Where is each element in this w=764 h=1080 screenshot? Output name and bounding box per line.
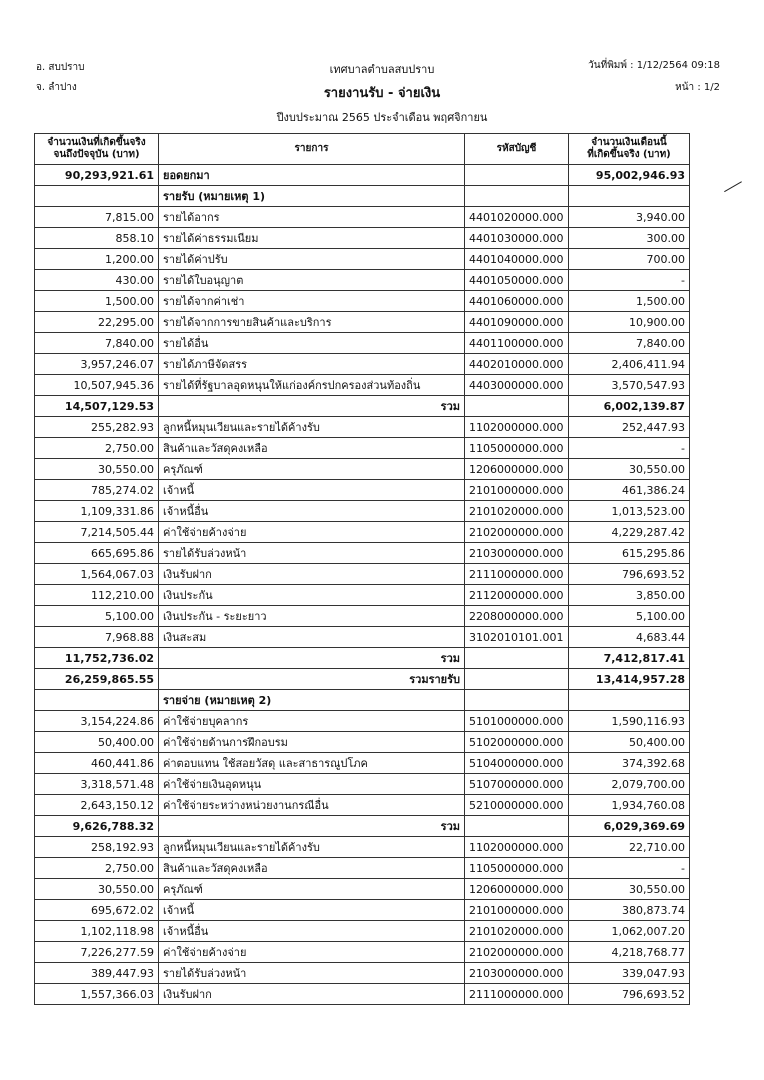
table-row — [35, 669, 690, 690]
col-header-month — [569, 134, 690, 165]
cell-actual-amount: 1,200.00 — [35, 249, 159, 270]
cell-month-amount: 3,940.00 — [569, 207, 690, 228]
table-row — [35, 753, 690, 774]
cell-actual-amount: 11,752,736.02 — [35, 648, 159, 669]
cell-month-amount: 22,710.00 — [569, 837, 690, 858]
table-header — [35, 134, 690, 165]
cell-month-amount: - — [569, 438, 690, 459]
cell-account-code: 2102000000.000 — [465, 522, 569, 543]
cell-actual-amount: 7,968.88 — [35, 627, 159, 648]
cell-month-amount: 6,002,139.87 — [569, 396, 690, 417]
cell-item: เจ้าหนี้ — [159, 900, 465, 921]
cell-item: เจ้าหนี้อื่น — [159, 921, 465, 942]
table-row — [35, 879, 690, 900]
district-label: อ. สบปราบ — [36, 62, 85, 73]
cell-item: รายได้ค่าธรรมเนียม — [159, 228, 465, 249]
cell-actual-amount: 389,447.93 — [35, 963, 159, 984]
cell-item: สินค้าและวัสดุคงเหลือ — [159, 858, 465, 879]
cell-item: ค่าตอบแทน ใช้สอยวัสดุ และสาธารณูปโภค — [159, 753, 465, 774]
table-row — [35, 732, 690, 753]
cell-month-amount: 30,550.00 — [569, 879, 690, 900]
cell-account-code: 1206000000.000 — [465, 879, 569, 900]
cell-actual-amount: 7,214,505.44 — [35, 522, 159, 543]
cell-actual-amount: 3,957,246.07 — [35, 354, 159, 375]
cell-item: เงินประกัน - ระยะยาว — [159, 606, 465, 627]
cell-account-code — [465, 690, 569, 711]
table-row — [35, 459, 690, 480]
cell-actual-amount: 90,293,921.61 — [35, 165, 159, 186]
cell-item: ลูกหนี้หมุนเวียนและรายได้ค้างรับ — [159, 837, 465, 858]
cell-actual-amount: 858.10 — [35, 228, 159, 249]
cell-item: รายได้อากร — [159, 207, 465, 228]
table-row — [35, 690, 690, 711]
cell-account-code: 2102000000.000 — [465, 942, 569, 963]
cell-month-amount: 1,500.00 — [569, 291, 690, 312]
table-row — [35, 543, 690, 564]
receipts-payments-table — [34, 133, 690, 1005]
cell-account-code: 2101000000.000 — [465, 900, 569, 921]
table-row — [35, 480, 690, 501]
cell-month-amount: 95,002,946.93 — [569, 165, 690, 186]
table-row — [35, 333, 690, 354]
cell-account-code: 1105000000.000 — [465, 858, 569, 879]
cell-month-amount: 4,229,287.42 — [569, 522, 690, 543]
cell-account-code: 1102000000.000 — [465, 417, 569, 438]
cell-account-code — [465, 648, 569, 669]
cell-month-amount: 380,873.74 — [569, 900, 690, 921]
cell-item: ครุภัณฑ์ — [159, 459, 465, 480]
table-row — [35, 228, 690, 249]
table-row — [35, 186, 690, 207]
table-row — [35, 606, 690, 627]
cell-month-amount: 461,386.24 — [569, 480, 690, 501]
cell-item: ค่าใช้จ่ายด้านการฝึกอบรม — [159, 732, 465, 753]
cell-actual-amount: 3,154,224.86 — [35, 711, 159, 732]
cell-month-amount: 374,392.68 — [569, 753, 690, 774]
table-row — [35, 627, 690, 648]
cell-actual-amount: 2,750.00 — [35, 858, 159, 879]
table-row — [35, 354, 690, 375]
cell-month-amount: 5,100.00 — [569, 606, 690, 627]
cell-account-code: 1105000000.000 — [465, 438, 569, 459]
cell-item: เงินสะสม — [159, 627, 465, 648]
cell-item: รายได้ใบอนุญาต — [159, 270, 465, 291]
table-row — [35, 837, 690, 858]
col-header-code — [465, 134, 569, 165]
cell-account-code: 2101020000.000 — [465, 921, 569, 942]
cell-actual-amount — [35, 186, 159, 207]
table-row — [35, 165, 690, 186]
cell-account-code: 4401040000.000 — [465, 249, 569, 270]
cell-account-code: 2112000000.000 — [465, 585, 569, 606]
cell-account-code: 5102000000.000 — [465, 732, 569, 753]
table-row — [35, 270, 690, 291]
col-header-actual-text: จำนวนเงินที่เกิดขึ้นจริง จนถึงปัจจุบัน (บาท) — [47, 137, 146, 160]
cell-actual-amount: 22,295.00 — [35, 312, 159, 333]
cell-month-amount: 3,570,547.93 — [569, 375, 690, 396]
cell-account-code: 2101020000.000 — [465, 501, 569, 522]
page-number: หน้า : 1/2 — [675, 82, 720, 93]
col-header-item-text: รายการ — [294, 143, 329, 154]
cell-month-amount: 300.00 — [569, 228, 690, 249]
cell-item: เจ้าหนี้ — [159, 480, 465, 501]
cell-actual-amount: 1,557,366.03 — [35, 984, 159, 1005]
cell-month-amount — [569, 186, 690, 207]
table-row — [35, 774, 690, 795]
cell-month-amount: 339,047.93 — [569, 963, 690, 984]
cell-actual-amount: 258,192.93 — [35, 837, 159, 858]
cell-item: รายได้จากค่าเช่า — [159, 291, 465, 312]
cell-account-code: 4402010000.000 — [465, 354, 569, 375]
cell-item: รายได้จากการขายสินค้าและบริการ — [159, 312, 465, 333]
cell-month-amount: 796,693.52 — [569, 564, 690, 585]
cell-actual-amount: 112,210.00 — [35, 585, 159, 606]
cell-item: รายได้ที่รัฐบาลอุดหนุนให้แก่องค์กรปกครองส่วนท้องถิ่น — [159, 375, 465, 396]
cell-account-code: 5101000000.000 — [465, 711, 569, 732]
cell-account-code: 2208000000.000 — [465, 606, 569, 627]
cell-item: ค่าใช้จ่ายบุคลากร — [159, 711, 465, 732]
table-row — [35, 291, 690, 312]
cell-account-code: 2103000000.000 — [465, 543, 569, 564]
cell-actual-amount: 26,259,865.55 — [35, 669, 159, 690]
cell-item: รายรับ (หมายเหตุ 1) — [159, 186, 465, 207]
table-row — [35, 522, 690, 543]
table-row — [35, 396, 690, 417]
cell-account-code: 5210000000.000 — [465, 795, 569, 816]
table-row — [35, 816, 690, 837]
cell-item: รายได้อื่น — [159, 333, 465, 354]
cell-actual-amount: 50,400.00 — [35, 732, 159, 753]
cell-account-code: 2111000000.000 — [465, 984, 569, 1005]
cell-item: เงินรับฝาก — [159, 984, 465, 1005]
cell-item: รายจ่าย (หมายเหตุ 2) — [159, 690, 465, 711]
cell-account-code: 5107000000.000 — [465, 774, 569, 795]
table-row — [35, 375, 690, 396]
cell-month-amount: 2,079,700.00 — [569, 774, 690, 795]
cell-item: ค่าใช้จ่ายเงินอุดหนุน — [159, 774, 465, 795]
col-header-code-text: รหัสบัญชี — [496, 143, 537, 154]
cell-month-amount: 7,412,817.41 — [569, 648, 690, 669]
cell-account-code — [465, 186, 569, 207]
cell-account-code: 4401020000.000 — [465, 207, 569, 228]
cell-account-code: 1206000000.000 — [465, 459, 569, 480]
cell-account-code — [465, 669, 569, 690]
cell-actual-amount: 665,695.86 — [35, 543, 159, 564]
cell-month-amount: 252,447.93 — [569, 417, 690, 438]
table-row — [35, 795, 690, 816]
cell-actual-amount: 3,318,571.48 — [35, 774, 159, 795]
cell-actual-amount: 9,626,788.32 — [35, 816, 159, 837]
cell-month-amount: 50,400.00 — [569, 732, 690, 753]
cell-month-amount: - — [569, 270, 690, 291]
cell-item: รวม — [159, 816, 465, 837]
cell-actual-amount: 2,643,150.12 — [35, 795, 159, 816]
cell-month-amount: 4,683.44 — [569, 627, 690, 648]
cell-month-amount: 2,406,411.94 — [569, 354, 690, 375]
cell-item: เงินประกัน — [159, 585, 465, 606]
print-date: วันที่พิมพ์ : 1/12/2564 09:18 — [588, 60, 720, 71]
cell-item: ลูกหนี้หมุนเวียนและรายได้ค้างรับ — [159, 417, 465, 438]
cell-actual-amount: 2,750.00 — [35, 438, 159, 459]
cell-actual-amount: 1,102,118.98 — [35, 921, 159, 942]
cell-actual-amount: 7,840.00 — [35, 333, 159, 354]
table-row — [35, 942, 690, 963]
cell-account-code: 4401100000.000 — [465, 333, 569, 354]
cell-item: ค่าใช้จ่ายระหว่างหน่วยงานกรณีอื่น — [159, 795, 465, 816]
cell-month-amount: 700.00 — [569, 249, 690, 270]
cell-month-amount: 1,934,760.08 — [569, 795, 690, 816]
cell-account-code: 4401030000.000 — [465, 228, 569, 249]
table-row — [35, 921, 690, 942]
col-header-actual — [35, 134, 159, 165]
municipality-name: เทศบาลตำบลสบปราบ — [329, 63, 435, 76]
cell-item: สินค้าและวัสดุคงเหลือ — [159, 438, 465, 459]
cell-actual-amount: 255,282.93 — [35, 417, 159, 438]
cell-item: ครุภัณฑ์ — [159, 879, 465, 900]
check-mark-icon — [718, 171, 742, 192]
table-row — [35, 438, 690, 459]
cell-item: รวม — [159, 648, 465, 669]
cell-item: รายได้รับล่วงหน้า — [159, 963, 465, 984]
cell-account-code: 1102000000.000 — [465, 837, 569, 858]
table-body — [35, 165, 690, 1005]
cell-actual-amount: 7,226,277.59 — [35, 942, 159, 963]
table-row — [35, 564, 690, 585]
col-header-month-text: จำนวนเงินเดือนนี้ ที่เกิดขึ้นจริง (บาท) — [587, 137, 671, 160]
cell-month-amount: 13,414,957.28 — [569, 669, 690, 690]
table-row — [35, 711, 690, 732]
cell-account-code: 2101000000.000 — [465, 480, 569, 501]
cell-month-amount: 6,029,369.69 — [569, 816, 690, 837]
cell-actual-amount: 7,815.00 — [35, 207, 159, 228]
cell-item: รายได้ค่าปรับ — [159, 249, 465, 270]
cell-account-code: 3102010101.001 — [465, 627, 569, 648]
cell-actual-amount: 460,441.86 — [35, 753, 159, 774]
cell-item: รวมรายรับ — [159, 669, 465, 690]
cell-item: ค่าใช้จ่ายค้างจ่าย — [159, 942, 465, 963]
table-row — [35, 249, 690, 270]
cell-actual-amount: 1,500.00 — [35, 291, 159, 312]
cell-actual-amount: 1,564,067.03 — [35, 564, 159, 585]
cell-account-code — [465, 396, 569, 417]
cell-month-amount: 3,850.00 — [569, 585, 690, 606]
cell-item: ยอดยกมา — [159, 165, 465, 186]
table-row — [35, 207, 690, 228]
cell-actual-amount: 1,109,331.86 — [35, 501, 159, 522]
cell-item: เจ้าหนี้อื่น — [159, 501, 465, 522]
cell-actual-amount: 5,100.00 — [35, 606, 159, 627]
cell-month-amount: - — [569, 858, 690, 879]
cell-item: รวม — [159, 396, 465, 417]
report-subtitle: ปีงบประมาณ 2565 ประจำเดือน พฤศจิกายน — [276, 111, 488, 124]
cell-month-amount: 1,590,116.93 — [569, 711, 690, 732]
cell-month-amount: 7,840.00 — [569, 333, 690, 354]
report-title: รายงานรับ - จ่ายเงิน — [323, 86, 441, 101]
table-row — [35, 984, 690, 1005]
cell-account-code: 4403000000.000 — [465, 375, 569, 396]
cell-item: ค่าใช้จ่ายค้างจ่าย — [159, 522, 465, 543]
cell-account-code: 4401060000.000 — [465, 291, 569, 312]
cell-item: เงินรับฝาก — [159, 564, 465, 585]
cell-actual-amount: 785,274.02 — [35, 480, 159, 501]
cell-month-amount: 1,013,523.00 — [569, 501, 690, 522]
table-row — [35, 501, 690, 522]
cell-month-amount: 615,295.86 — [569, 543, 690, 564]
cell-account-code: 2111000000.000 — [465, 564, 569, 585]
cell-actual-amount: 14,507,129.53 — [35, 396, 159, 417]
table-row — [35, 585, 690, 606]
cell-item: รายได้รับล่วงหน้า — [159, 543, 465, 564]
cell-actual-amount: 430.00 — [35, 270, 159, 291]
cell-account-code — [465, 816, 569, 837]
table-row — [35, 648, 690, 669]
table-row — [35, 963, 690, 984]
cell-actual-amount: 10,507,945.36 — [35, 375, 159, 396]
cell-month-amount: 1,062,007.20 — [569, 921, 690, 942]
cell-actual-amount — [35, 690, 159, 711]
cell-actual-amount: 30,550.00 — [35, 879, 159, 900]
table-row — [35, 312, 690, 333]
cell-month-amount: 4,218,768.77 — [569, 942, 690, 963]
province-label: จ. ลำปาง — [36, 82, 77, 93]
cell-month-amount: 30,550.00 — [569, 459, 690, 480]
cell-account-code: 5104000000.000 — [465, 753, 569, 774]
cell-month-amount — [569, 690, 690, 711]
table-row — [35, 417, 690, 438]
cell-month-amount: 796,693.52 — [569, 984, 690, 1005]
cell-account-code: 2103000000.000 — [465, 963, 569, 984]
cell-actual-amount: 695,672.02 — [35, 900, 159, 921]
cell-month-amount: 10,900.00 — [569, 312, 690, 333]
cell-item: รายได้ภาษีจัดสรร — [159, 354, 465, 375]
table-row — [35, 858, 690, 879]
cell-actual-amount: 30,550.00 — [35, 459, 159, 480]
cell-account-code — [465, 165, 569, 186]
cell-account-code: 4401050000.000 — [465, 270, 569, 291]
col-header-item — [159, 134, 465, 165]
cell-account-code: 4401090000.000 — [465, 312, 569, 333]
table-row — [35, 900, 690, 921]
